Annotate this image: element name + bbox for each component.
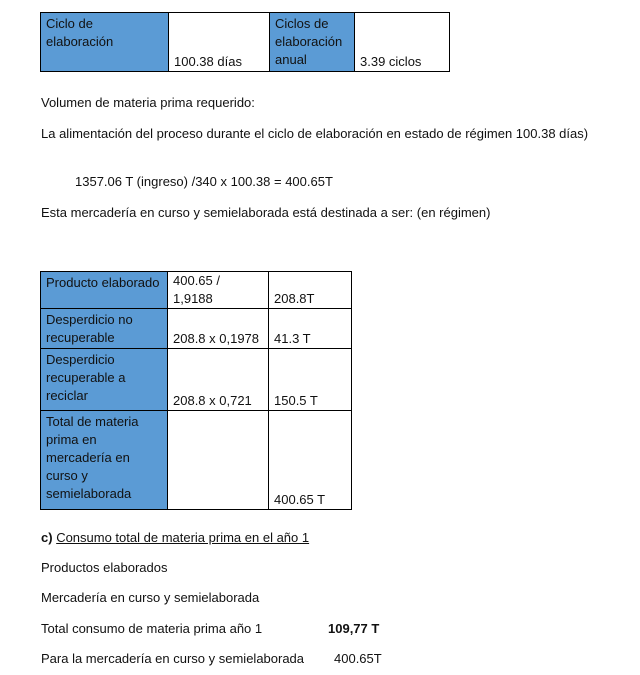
row-label: Desperdicio recuperable a reciclar [41, 349, 168, 411]
cycle-days-cell [169, 13, 270, 72]
row-value: 150.5 T [269, 349, 352, 411]
total-consumo-value: 109,77 T [328, 621, 380, 636]
table-row [41, 309, 352, 349]
destination-text: Esta mercadería en curso y semielaborada está destinada a ser: (en régimen) [41, 205, 491, 220]
volume-heading: Volumen de materia prima requerido: [41, 95, 255, 110]
row-value: 208.8T [269, 272, 352, 309]
table-row [41, 411, 352, 510]
row-label: Producto elaborado [41, 272, 168, 309]
annual-cycles-label-cell [270, 13, 355, 72]
row-label: Desperdicio no recuperable [41, 309, 168, 349]
annual-cycles-label: Ciclos de elaboración anual [275, 16, 343, 67]
section-c-heading [41, 530, 309, 546]
table-row [41, 349, 352, 411]
feed-description: La alimentación del proceso durante el ciclo de elaboración en estado de régimen 100.38 días) [41, 126, 589, 141]
total-consumo-label: Total consumo de materia prima año 1 [41, 621, 263, 636]
productos-elaborados: Productos elaborados [41, 560, 168, 575]
section-c-title: Consumo total de materia prima en el año 1 [56, 530, 310, 545]
row-value: 41.3 T [269, 309, 352, 349]
mercaderia-en-curso: Mercadería en curso y semielaborada [41, 590, 260, 605]
para-mercaderia-value: 400.65T [334, 651, 382, 666]
row-calc: 400.65 / 1,9188 [168, 272, 269, 309]
cycle-days: 100.38 días [174, 54, 242, 69]
annual-cycles-value: 3.39 ciclos [360, 54, 422, 69]
row-value: 400.65 T [269, 411, 352, 510]
para-mercaderia-label: Para la mercadería en curso y semielaborada [41, 651, 305, 666]
annual-cycles-value-cell [355, 13, 450, 72]
row-label: Total de materia prima en mercadería en curso y semielaborada [41, 411, 168, 510]
table-row [41, 272, 352, 309]
cycle-table [40, 12, 450, 72]
row-calc [168, 411, 269, 510]
cycle-label-cell [41, 13, 169, 72]
section-c-prefix: c) [41, 530, 53, 545]
distribution-table [40, 271, 352, 510]
row-calc: 208.8 x 0,1978 [168, 309, 269, 349]
feed-calculation: 1357.06 T (ingreso) /340 x 100.38 = 400.65T [75, 174, 333, 189]
cycle-label: Ciclo de elaboración [46, 16, 114, 49]
row-calc: 208.8 x 0,721 [168, 349, 269, 411]
